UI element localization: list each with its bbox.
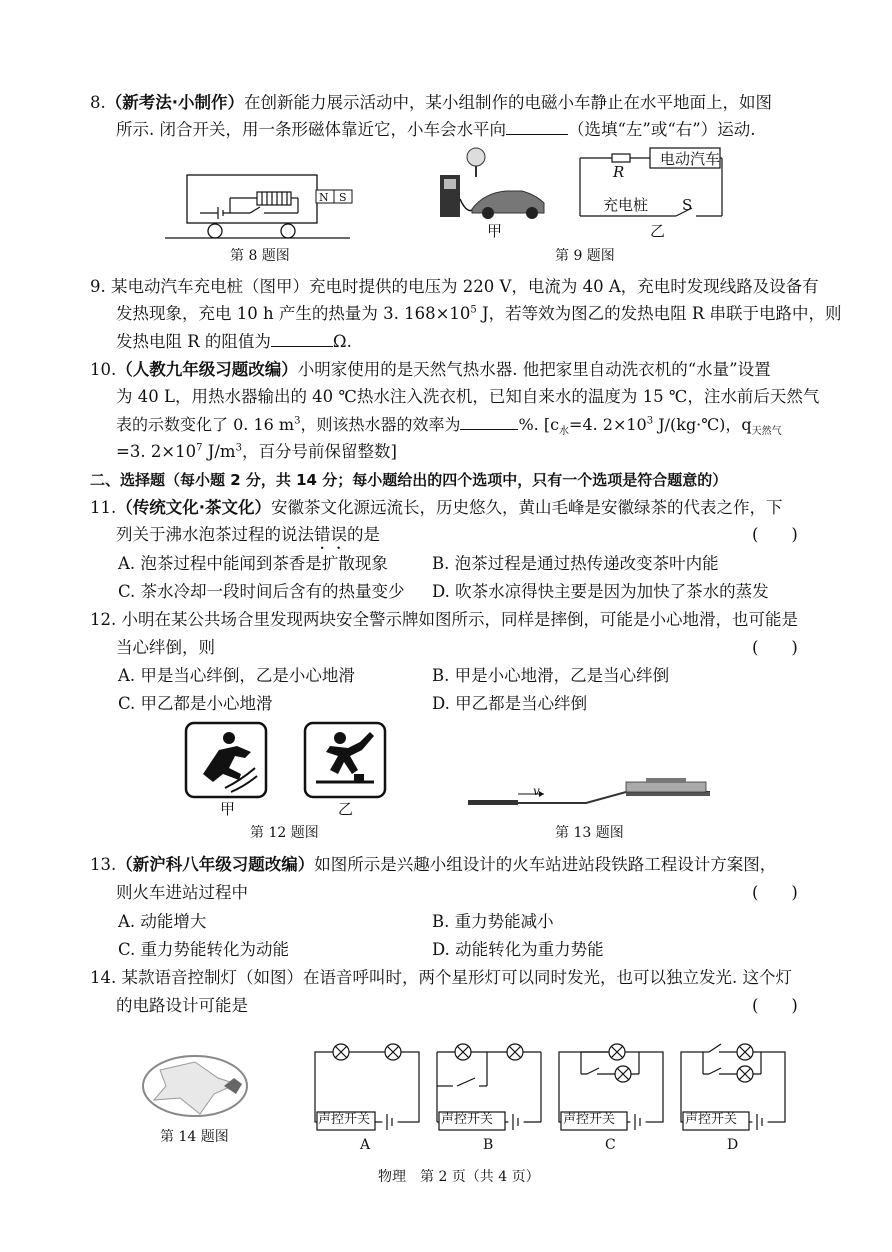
q10-text4c: ，百分号前保留整数] xyxy=(241,442,397,461)
fig9-label-yi: 乙 xyxy=(650,222,666,240)
magnet-s-label: S xyxy=(339,191,347,204)
q14-caption: 第 14 题图 xyxy=(160,1129,229,1145)
q12-number: 12. xyxy=(90,610,117,629)
q14-line2: 的电路设计可能是 xyxy=(116,996,248,1015)
q8-text1: 在创新能力展示活动中，某小组制作的电磁小车静止在水平地面上，如图 xyxy=(244,93,773,112)
q9-caption: 第 9 题图 xyxy=(555,248,615,264)
fig13-v-label: v xyxy=(533,784,540,798)
q10-sup1: 3 xyxy=(294,415,301,427)
q13-option-b[interactable]: B. 重力势能减小 xyxy=(432,912,554,931)
q10-text3b: ，则该热水器的效率为 xyxy=(300,415,461,434)
q10-line4 xyxy=(116,441,397,463)
trip-sign-icon xyxy=(304,722,386,798)
q11-line2 xyxy=(116,524,380,553)
circuit-c-switch-label: 声控开关 xyxy=(563,1112,616,1127)
q12-option-c[interactable]: C. 甲乙都是小心地滑 xyxy=(118,694,273,713)
magnet-n-label: N xyxy=(319,191,329,204)
q12-line2: 当心绊倒，则 xyxy=(116,638,215,657)
q10-line2: 为 40 L，用热水器输出的 40 ℃热水注入洗衣机，已知自来水的温度为 15 ℃，注水前后天然气 xyxy=(116,387,820,406)
q13-caption: 第 13 题图 xyxy=(555,825,624,841)
q8-answer-blank[interactable] xyxy=(506,118,568,135)
q13-option-a[interactable]: A. 动能增大 xyxy=(118,912,207,931)
page-footer: 物理 第 2 页（共 4 页） xyxy=(378,1169,540,1185)
q11-emphasis: 错误 xyxy=(314,525,347,544)
q11-answer-paren[interactable]: ( ) xyxy=(752,525,798,544)
q8-number: 8. xyxy=(90,93,106,112)
q14-line1 xyxy=(90,967,792,989)
q13-option-d[interactable]: D. 动能转化为重力势能 xyxy=(432,940,604,959)
q12-option-b[interactable]: B. 甲是小心地滑，乙是当心绊倒 xyxy=(432,666,670,685)
q11-tag: （传统文化·茶文化） xyxy=(116,498,272,517)
fig13-railway-diagram xyxy=(466,778,716,808)
q8-caption: 第 8 题图 xyxy=(230,248,290,264)
q11-option-c[interactable]: C. 茶水冷却一段时间后含有的热量变少 xyxy=(118,582,405,601)
q14-text1: 某款语音控制灯（如图）在语音呼叫时，两个星形灯可以同时发光，也可以独立发光. 这个灯 xyxy=(121,968,792,987)
q13-number: 13. xyxy=(90,855,117,874)
q8-text2b: （选填“左”或“右”）运动. xyxy=(568,120,756,139)
q9-text3b: Ω. xyxy=(332,332,352,351)
q11-text2a: 列关于沸水泡茶过程的说法 xyxy=(116,525,314,544)
q12-option-a[interactable]: A. 甲是当心绊倒，乙是小心地滑 xyxy=(118,666,355,685)
q9-text2b: J，若等效为图乙的发热电阻 R 串联于电路中，则 xyxy=(476,304,842,323)
fig12-label-yi: 乙 xyxy=(338,800,354,818)
q10-tag: （人教九年级习题改编） xyxy=(116,360,298,379)
q9-text3a: 发热电阻 R 的阻值为 xyxy=(116,332,271,351)
fig9-charger-label: 充电桩 xyxy=(603,196,649,214)
circuit-b-switch-label: 声控开关 xyxy=(441,1112,494,1127)
q10-text4a: =3. 2×10 xyxy=(116,442,197,461)
q11-text1: 安徽茶文化源远流长，历史悠久，黄山毛峰是安徽绿茶的代表之作，下 xyxy=(271,498,783,517)
fig9-label-jia: 甲 xyxy=(487,222,503,240)
fig9-charger-car xyxy=(432,147,552,227)
q10-text3a: 表的示数变化了 0. 16 m xyxy=(116,415,295,434)
circuit-c-letter: C xyxy=(605,1137,616,1153)
q12-text1: 小明在某公共场合里发现两块安全警示牌如图所示，同样是摔倒，可能是小心地滑，也可能是 xyxy=(121,610,798,629)
q12-caption: 第 12 题图 xyxy=(250,825,319,841)
q13-line1 xyxy=(90,854,776,876)
q10-text3d: =4. 2×10 xyxy=(569,415,647,434)
q9-line1 xyxy=(90,276,819,298)
q9-sup: 5 xyxy=(470,304,477,316)
q10-text1: 小明家使用的是天然气热水器. 他把家里自动洗衣机的“水量”设置 xyxy=(297,360,771,379)
q9-text2a: 发热现象，充电 10 h 产生的热量为 3. 168×10 xyxy=(116,304,471,323)
q9-line3 xyxy=(116,330,352,353)
q13-tag: （新沪科八年级习题改编） xyxy=(116,855,315,874)
q10-sup3: 7 xyxy=(196,442,203,454)
q8-line1 xyxy=(90,92,772,114)
q10-sup4: 3 xyxy=(235,442,242,454)
circuit-a-letter: A xyxy=(360,1137,371,1153)
q10-line1 xyxy=(90,359,771,381)
fig9-ev-box-label: 电动汽车 xyxy=(660,150,721,168)
q10-text4b: J/m xyxy=(202,442,236,461)
circuit-d-switch-label: 声控开关 xyxy=(685,1112,738,1127)
q10-number: 10. xyxy=(90,360,117,379)
fig12-label-jia: 甲 xyxy=(220,800,236,818)
q9-number: 9. xyxy=(90,277,106,296)
q9-text1: 某电动汽车充电桩（图甲）充电时提供的电压为 220 V，电流为 40 A，充电时发现线路及设备有 xyxy=(111,277,819,296)
fig9-r-label: R xyxy=(613,163,625,181)
q10-line3 xyxy=(116,413,782,436)
q11-number: 11. xyxy=(90,498,117,517)
q12-answer-paren[interactable]: ( ) xyxy=(752,638,798,657)
q11-line1 xyxy=(90,497,783,519)
fig8-car-diagram xyxy=(160,165,360,245)
q12-line1 xyxy=(90,609,798,631)
q10-text3c: %. [c xyxy=(518,415,560,434)
q11-option-b[interactable]: B. 泡茶过程是通过热传递改变茶叶内能 xyxy=(432,554,719,573)
q8-tag: （新考法·小制作） xyxy=(105,93,245,112)
q13-answer-paren[interactable]: ( ) xyxy=(752,883,798,902)
q10-answer-blank[interactable] xyxy=(460,413,518,430)
q14-answer-paren[interactable]: ( ) xyxy=(752,996,798,1015)
q11-option-d[interactable]: D. 吹茶水凉得快主要是因为加快了茶水的蒸发 xyxy=(432,582,769,601)
star-lamp-icon xyxy=(140,1050,250,1120)
slip-sign-icon xyxy=(185,722,267,798)
q13-text1: 如图所示是兴趣小组设计的火车站进站段铁路工程设计方案图， xyxy=(314,855,777,874)
q13-option-c[interactable]: C. 重力势能转化为动能 xyxy=(118,940,290,959)
q10-sup2: 3 xyxy=(646,415,654,427)
q14-number: 14. xyxy=(90,968,117,987)
q9-answer-blank[interactable] xyxy=(271,330,333,347)
q8-line2 xyxy=(116,118,756,141)
q9-line2 xyxy=(116,303,842,325)
q10-sub-gas: 天然气 xyxy=(751,426,782,438)
fig9-switch-label: S xyxy=(682,196,693,214)
circuit-a-switch-label: 声控开关 xyxy=(318,1112,371,1127)
section2-heading: 二、选择题（每小题 2 分，共 14 分；每小题给出的四个选项中，只有一个选项是符合题意的） xyxy=(90,471,728,489)
q10-sub-water: 水 xyxy=(559,426,570,438)
q12-option-d[interactable]: D. 甲乙都是当心绊倒 xyxy=(432,694,588,713)
circuit-b-letter: B xyxy=(483,1137,494,1153)
q11-option-a[interactable]: A. 泡茶过程中能闻到茶香是扩散现象 xyxy=(118,554,388,573)
q13-line2: 则火车进站过程中 xyxy=(116,883,248,902)
q8-text2a: 所示. 闭合开关，用一条形磁体靠近它，小车会水平向 xyxy=(116,120,506,139)
q10-text3e: J/(kg·℃)，q xyxy=(653,415,752,434)
q11-text2b: 的是 xyxy=(347,525,380,544)
circuit-d-letter: D xyxy=(727,1137,739,1153)
